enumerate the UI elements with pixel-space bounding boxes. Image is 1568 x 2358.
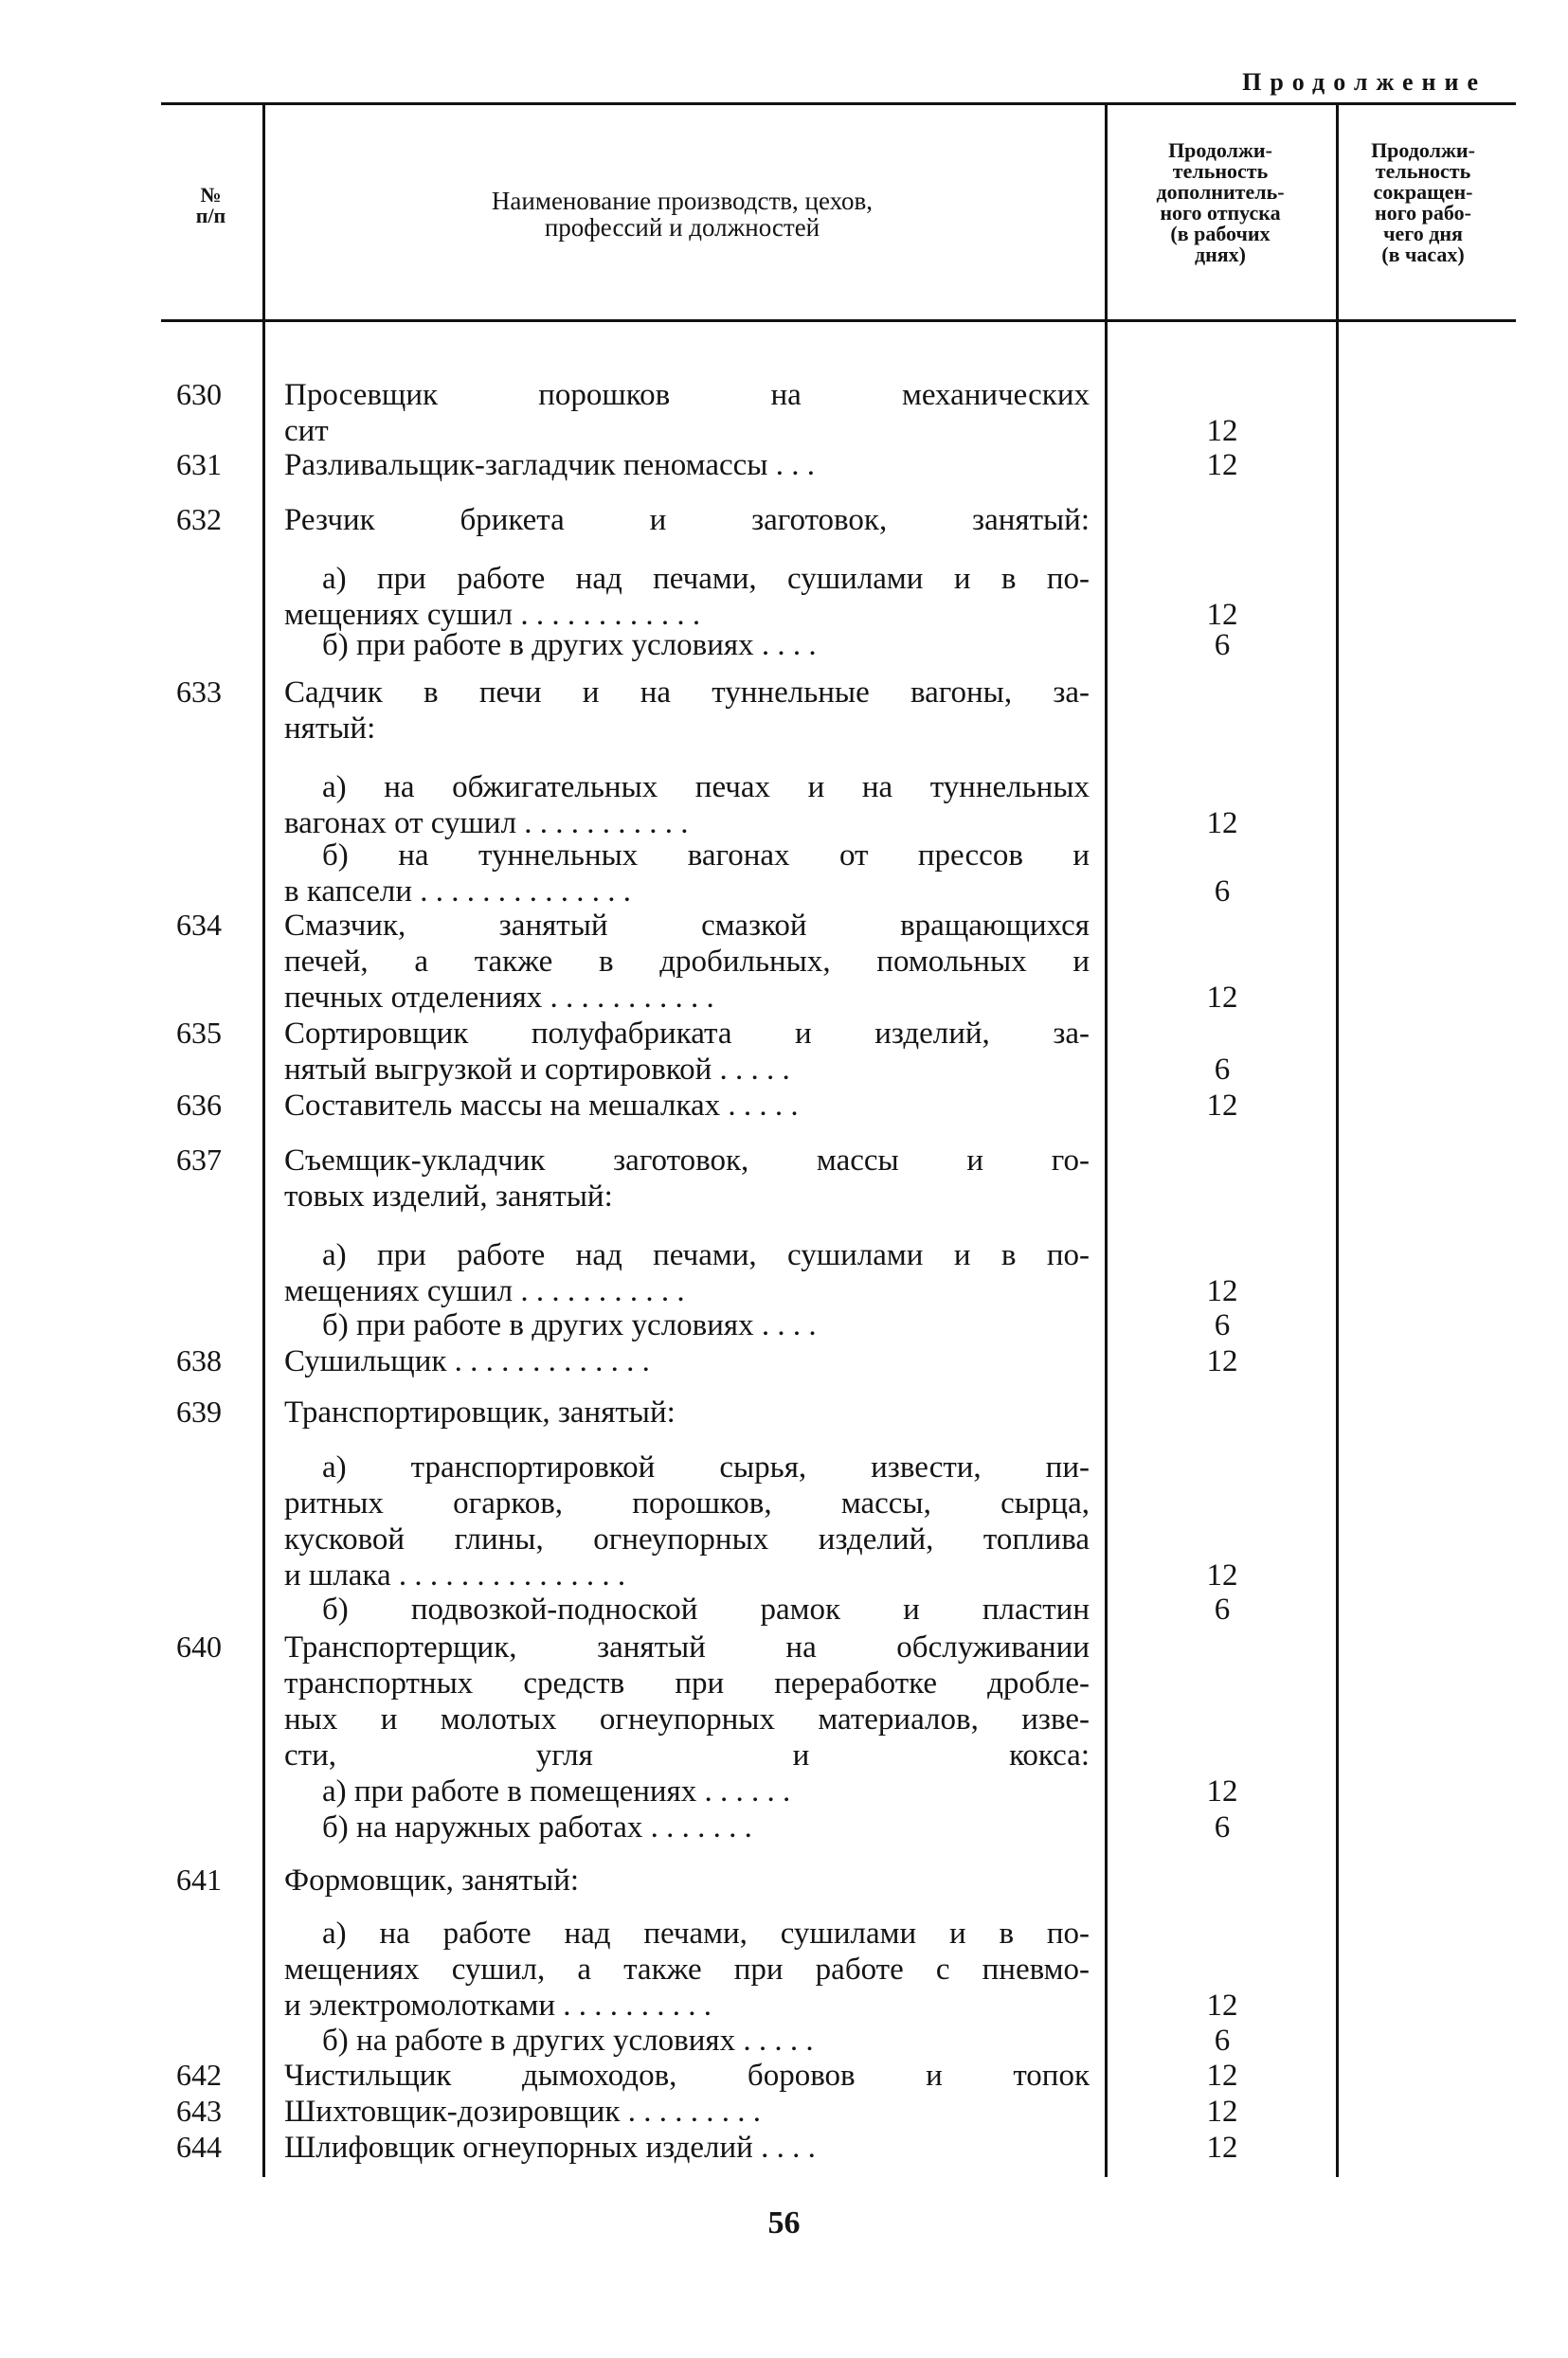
extra-leave-value: 6 [1214,874,1231,909]
row-number: 632 [176,502,222,536]
row-description [284,1395,1090,1431]
description-line: б) подвозкой-подноской рамок и пластин [322,1593,1090,1627]
row-description [284,2058,1090,2094]
description-line: мещениях сушил . . . . . . . . . . . . [284,598,701,632]
description-line: б) на наружных работах . . . . . . . [322,1810,752,1845]
row-number: 644 [176,2130,222,2164]
extra-leave-value: 12 [1206,448,1238,482]
row-description [284,447,1090,483]
description-line: Садчик в печи и на туннельные вагоны, за- [284,675,1090,710]
row-description [284,2023,1090,2059]
row-description [284,1088,1090,1124]
row-description [284,502,1090,538]
description-line: в капсели . . . . . . . . . . . . . . [284,874,632,909]
description-line: Составитель массы на мешалках . . . . . [284,1089,799,1123]
description-line: а) при работе над печами, сушилами и в по- [322,562,1090,596]
row-number: 631 [176,447,222,481]
description-line: б) на туннельных вагонах от прессов и [322,838,1090,873]
column-divider-1 [262,104,265,2177]
extra-leave-value: 6 [1214,2024,1231,2058]
extra-leave-value: 12 [1206,981,1238,1015]
description-line: а) транспортировкой сырья, извести, пи- [322,1450,1090,1485]
extra-leave-value: 12 [1206,1989,1238,2023]
extra-leave-value: 12 [1206,414,1238,448]
row-description [284,769,1090,841]
row-description [284,1916,1090,2024]
extra-leave-value: 6 [1214,1308,1231,1342]
description-line: мещениях сушил . . . . . . . . . . . [284,1274,685,1308]
description-line: б) при работе в других условиях . . . . [322,1308,817,1342]
column-divider-2 [1105,104,1108,2177]
description-line: а) на работе над печами, сушилами и в по- [322,1917,1090,1951]
header-number: № п/п [195,183,226,227]
extra-leave-value: 12 [1206,598,1238,632]
description-line: Транспортерщик, занятый на обслуживании [284,1630,1090,1665]
row-description [284,1307,1090,1343]
description-line: Шлифовщик огнеупорных изделий . . . . [284,2131,816,2165]
header-extra-leave: Продолжи- тельность дополнитель- ного отпуска (в рабочих днях) [1156,138,1285,266]
description-line: сти, угля и кокса: [284,1738,1090,1773]
extra-leave-value: 12 [1206,2095,1238,2129]
row-description [284,1143,1090,1215]
extra-leave-value: 12 [1206,1089,1238,1123]
description-line: нятый: [284,711,376,746]
description-line: и шлака . . . . . . . . . . . . . . . [284,1558,626,1593]
row-description [284,675,1090,747]
description-line: Формовщик, занятый: [284,1863,580,1898]
row-description [284,2130,1090,2166]
description-line: б) при работе в других условиях . . . . [322,628,817,662]
row-description [284,1237,1090,1309]
row-description [284,908,1090,1016]
extra-leave-value: 6 [1214,1593,1231,1627]
row-number: 642 [176,2058,222,2092]
row-number: 639 [176,1395,222,1429]
extra-leave-value: 6 [1214,1053,1231,1087]
description-line: и электромолотками . . . . . . . . . . [284,1989,712,2023]
row-number: 637 [176,1143,222,1177]
extra-leave-value: 6 [1214,1810,1231,1845]
description-line: печных отделениях . . . . . . . . . . . [284,981,714,1015]
extra-leave-value: 12 [1206,1558,1238,1593]
row-description [284,1343,1090,1379]
extra-leave-value: 6 [1214,628,1231,662]
description-line: б) на работе в других условиях . . . . . [322,2024,814,2058]
extra-leave-value: 12 [1206,1774,1238,1809]
row-number: 633 [176,675,222,709]
row-description [284,627,1090,663]
description-line: Шихтовщик-дозировщик . . . . . . . . . [284,2095,761,2129]
extra-leave-value: 12 [1206,1274,1238,1308]
row-description [284,561,1090,633]
extra-leave-value: 12 [1206,806,1238,840]
row-description [284,1809,1090,1845]
description-line: мещениях сушил, а также при работе с пневмо- [284,1953,1090,1987]
row-number: 641 [176,1863,222,1897]
description-line: ных и молотых огнеупорных материалов, изве- [284,1702,1090,1737]
row-number: 634 [176,908,222,942]
row-number: 630 [176,377,222,411]
extra-leave-value: 12 [1206,2131,1238,2165]
row-description [284,1629,1090,1809]
row-number: 640 [176,1629,222,1664]
description-line: товых изделий, занятый: [284,1179,613,1214]
row-description [284,1016,1090,1088]
header-name: Наименование производств, цехов, профессий и должностей [491,187,874,242]
description-line: Транспортировщик, занятый: [284,1395,676,1430]
header-short-day: Продолжи- тельность сокращен- ного рабо- чего дня (в часах) [1371,138,1475,266]
row-number: 638 [176,1343,222,1377]
description-line: Сушильщик . . . . . . . . . . . . . [284,1344,650,1378]
row-description [284,1449,1090,1593]
row-number: 643 [176,2094,222,2128]
description-line: транспортных средств при переработке дробле- [284,1666,1090,1701]
row-number: 635 [176,1016,222,1050]
column-divider-3 [1336,104,1339,2177]
extra-leave-value: 12 [1206,1344,1238,1378]
description-line: ритных огарков, порошков, массы, сырца, [284,1486,1090,1521]
running-head: Продолжение [1242,68,1487,96]
description-line: Съемщик-укладчик заготовок, массы и го- [284,1143,1090,1178]
extra-leave-value: 12 [1206,2059,1238,2093]
row-description [284,377,1090,449]
row-number: 636 [176,1088,222,1122]
description-line: Просевщик порошков на механических [284,378,1090,412]
description-line: печей, а также в дробильных, помольных и [284,945,1090,979]
row-description [284,837,1090,909]
description-line: Резчик брикета и заготовок, занятый: [284,503,1090,537]
description-line: Смазчик, занятый смазкой вращающихся [284,909,1090,943]
row-description [284,1863,1090,1899]
description-line: Сортировщик полуфабриката и изделий, за- [284,1017,1090,1051]
row-description [284,1592,1090,1628]
description-line: а) при работе над печами, сушилами и в по- [322,1238,1090,1272]
description-line: а) на обжигательных печах и на туннельных [322,770,1090,804]
table-header-rule [161,319,1516,322]
description-line: Разливальщик-загладчик пеномассы . . . [284,448,815,482]
description-line: а) при работе в помещениях . . . . . . [322,1774,791,1809]
row-description [284,2094,1090,2130]
description-line: вагонах от сушил . . . . . . . . . . . [284,806,689,840]
table-top-rule [161,102,1516,105]
description-line: сит [284,414,329,448]
page-number: 56 [767,2205,801,2241]
description-line: Чистильщик дымоходов, боровов и топок [284,2059,1090,2093]
description-line: нятый выгрузкой и сортировкой . . . . . [284,1053,790,1087]
description-line: кусковой глины, огнеупорных изделий, топлива [284,1522,1090,1557]
